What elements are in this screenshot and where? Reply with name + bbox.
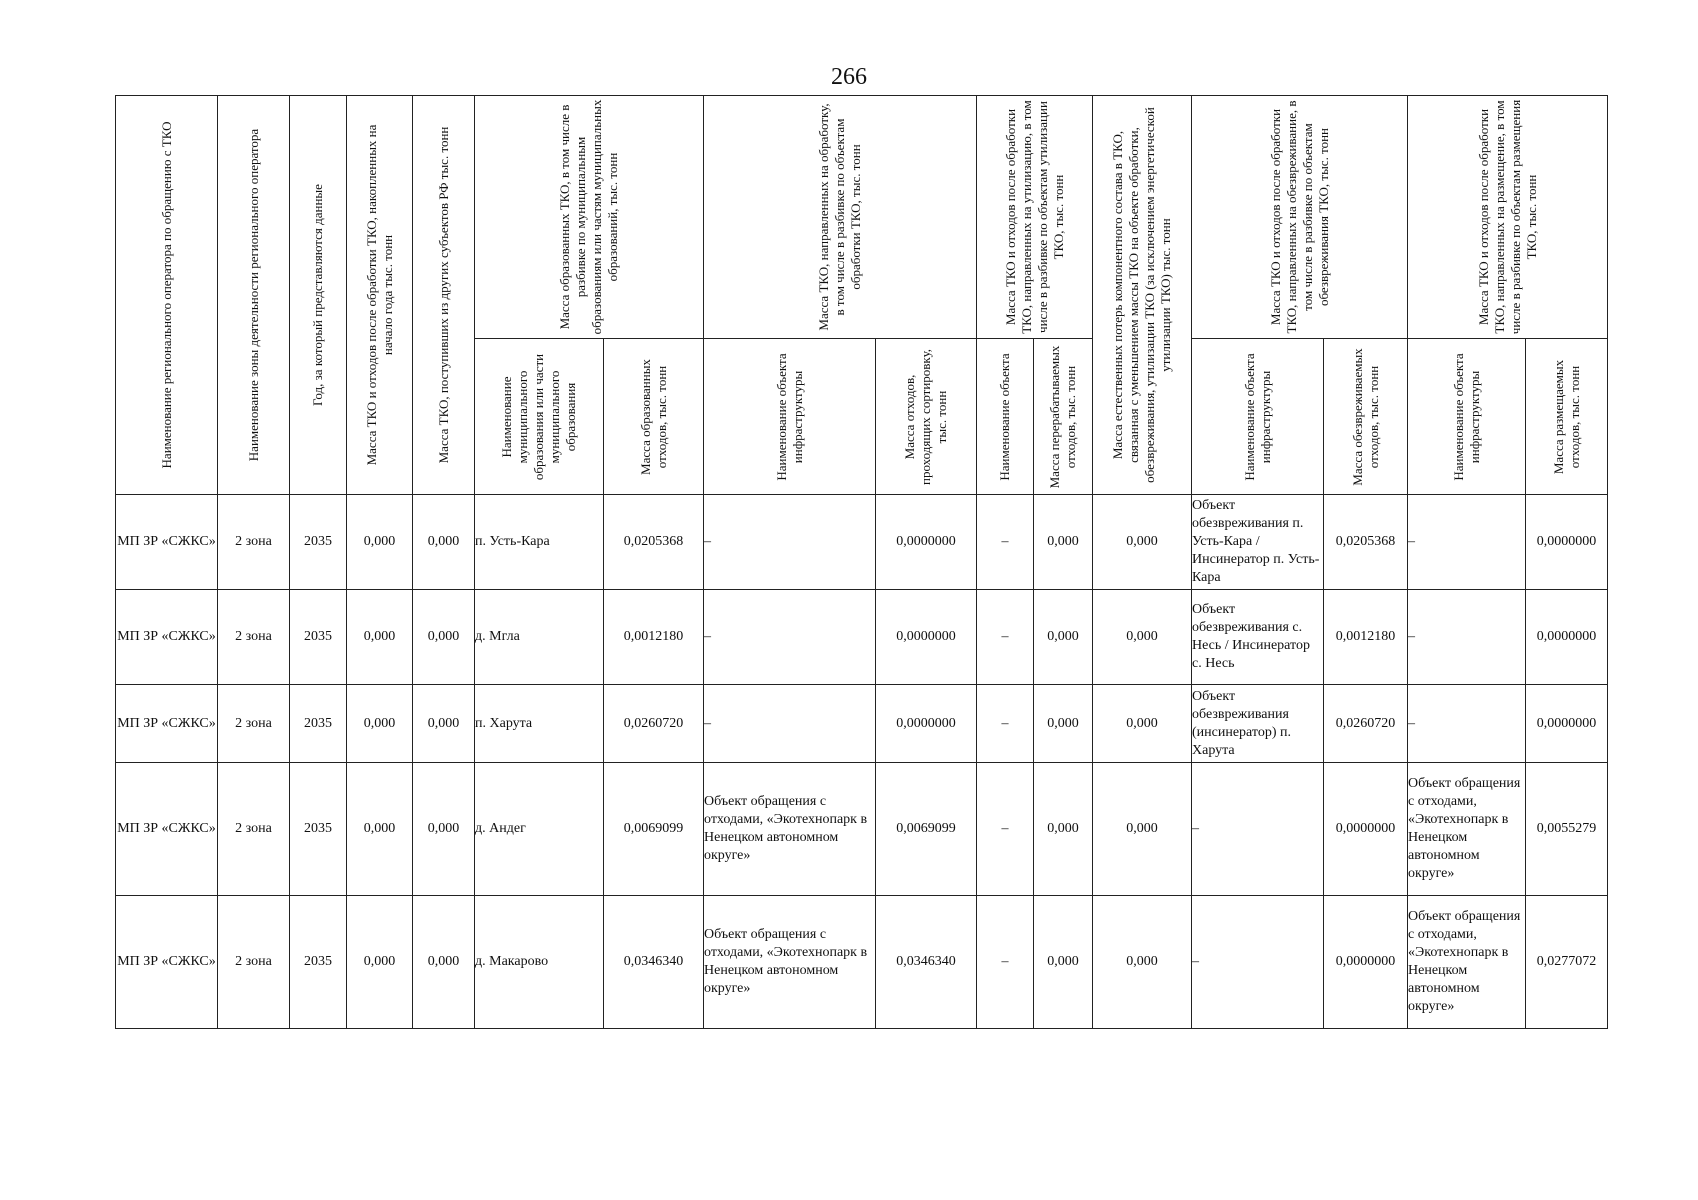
header-placement-name: Наименование объекта инфраструктуры: [1408, 339, 1526, 495]
natural-loss-cell: 0,000: [1093, 495, 1192, 590]
mass-start-cell: 0,000: [347, 495, 413, 590]
processing-mass-cell: 0,0000000: [876, 685, 977, 763]
placement-mass-cell: 0,0000000: [1526, 590, 1608, 685]
processing-mass-cell: 0,0346340: [876, 896, 977, 1029]
formed-mass-cell: 0,0346340: [604, 896, 704, 1029]
operator-cell: МП ЗР «СЖКС»: [116, 495, 218, 590]
header-formed-mass: Масса образованных отходов, тыс. тонн: [604, 339, 704, 495]
utilization-object-cell: –: [977, 763, 1034, 896]
page-number: 266: [831, 64, 867, 90]
header-mass-other: Масса ТКО, поступивших из других субъектов РФ тыс. тонн: [413, 96, 475, 495]
header-operator: Наименование регионального оператора по обращению с ТКО: [116, 96, 218, 495]
natural-loss-cell: 0,000: [1093, 896, 1192, 1029]
operator-cell: МП ЗР «СЖКС»: [116, 685, 218, 763]
placement-object-cell: –: [1408, 685, 1526, 763]
header-processing-group: Масса ТКО, направленных на обработку, в том числе в разбивке по объектам обработки ТКО, тыс. тонн: [704, 96, 977, 339]
processing-object-cell: –: [704, 685, 876, 763]
table-row: [116, 763, 1608, 896]
placement-mass-cell: 0,0000000: [1526, 495, 1608, 590]
processing-mass-cell: 0,0069099: [876, 763, 977, 896]
mass-start-cell: 0,000: [347, 896, 413, 1029]
processing-object-cell: –: [704, 590, 876, 685]
formed-mass-cell: 0,0012180: [604, 590, 704, 685]
municipality-cell: п. Усть-Кара: [475, 495, 604, 590]
placement-object-cell: Объект обращения с отходами, «Экотехнопарк в Ненецком автономном округе»: [1408, 763, 1526, 896]
placement-mass-cell: 0,0277072: [1526, 896, 1608, 1029]
header-processing-mass: Масса отходов, проходящих сортировку, тыс. тонн: [876, 339, 977, 495]
neutralization-object-cell: Объект обезвреживания (инсинератор) п. Харута: [1192, 685, 1324, 763]
placement-object-cell: Объект обращения с отходами, «Экотехнопарк в Ненецком автономном округе»: [1408, 896, 1526, 1029]
mass-other-cell: 0,000: [413, 495, 475, 590]
placement-object-cell: –: [1408, 590, 1526, 685]
year-cell: 2035: [290, 495, 347, 590]
zone-cell: 2 зона: [218, 590, 290, 685]
natural-loss-cell: 0,000: [1093, 763, 1192, 896]
header-formed-name: Наименование муниципального образования или части муниципального образования: [475, 339, 604, 495]
processing-mass-cell: 0,0000000: [876, 495, 977, 590]
mass-other-cell: 0,000: [413, 590, 475, 685]
header-row-top: [116, 96, 1608, 339]
neutralization-object-cell: –: [1192, 896, 1324, 1029]
header-mass-start: Масса ТКО и отходов после обработки ТКО, накопленных на начало года тыс. тонн: [347, 96, 413, 495]
utilization-object-cell: –: [977, 685, 1034, 763]
zone-cell: 2 зона: [218, 896, 290, 1029]
operator-cell: МП ЗР «СЖКС»: [116, 590, 218, 685]
table-row: [116, 896, 1608, 1029]
table-row: [116, 590, 1608, 685]
mass-start-cell: 0,000: [347, 590, 413, 685]
zone-cell: 2 зона: [218, 763, 290, 896]
utilization-object-cell: –: [977, 590, 1034, 685]
waste-data-table: [115, 95, 1608, 1029]
utilization-mass-cell: 0,000: [1034, 495, 1093, 590]
year-cell: 2035: [290, 590, 347, 685]
mass-other-cell: 0,000: [413, 763, 475, 896]
header-neutralization-mass: Масса обезвреживаемых отходов, тыс. тонн: [1324, 339, 1408, 495]
mass-start-cell: 0,000: [347, 763, 413, 896]
formed-mass-cell: 0,0260720: [604, 685, 704, 763]
formed-mass-cell: 0,0205368: [604, 495, 704, 590]
header-utilization-group: Масса ТКО и отходов после обработки ТКО, направленных на утилизацию, в том числе в разбивке по объектам утилизации ТКО, тыс. тонн: [977, 96, 1093, 339]
utilization-object-cell: –: [977, 495, 1034, 590]
formed-mass-cell: 0,0069099: [604, 763, 704, 896]
table-row: [116, 685, 1608, 763]
zone-cell: 2 зона: [218, 685, 290, 763]
natural-loss-cell: 0,000: [1093, 685, 1192, 763]
year-cell: 2035: [290, 763, 347, 896]
utilization-mass-cell: 0,000: [1034, 590, 1093, 685]
neutralization-mass-cell: 0,0260720: [1324, 685, 1408, 763]
municipality-cell: д. Мгла: [475, 590, 604, 685]
utilization-object-cell: –: [977, 896, 1034, 1029]
header-utilization-name: Наименование объекта: [977, 339, 1034, 495]
header-formed-group: Масса образованных ТКО, в том числе в разбивке по муниципальным образованиям или частям муниципальных образований, тыс. тонн: [475, 96, 704, 339]
year-cell: 2035: [290, 685, 347, 763]
neutralization-object-cell: –: [1192, 763, 1324, 896]
utilization-mass-cell: 0,000: [1034, 896, 1093, 1029]
natural-loss-cell: 0,000: [1093, 590, 1192, 685]
processing-object-cell: Объект обращения с отходами, «Экотехнопарк в Ненецком автономном округе»: [704, 763, 876, 896]
header-processing-name: Наименование объекта инфраструктуры: [704, 339, 876, 495]
header-neutralization-group: Масса ТКО и отходов после обработки ТКО, направленных на обезвреживание, в том числе в разбивке по объектам обезвреживания ТКО, тыс. тонн: [1192, 96, 1408, 339]
mass-other-cell: 0,000: [413, 685, 475, 763]
header-neutralization-name: Наименование объекта инфраструктуры: [1192, 339, 1324, 495]
utilization-mass-cell: 0,000: [1034, 763, 1093, 896]
neutralization-object-cell: Объект обезвреживания с. Несь / Инсинератор с. Несь: [1192, 590, 1324, 685]
operator-cell: МП ЗР «СЖКС»: [116, 896, 218, 1029]
municipality-cell: п. Харута: [475, 685, 604, 763]
header-natural-loss: Масса естественных потерь компонентного состава в ТКО, связанная с уменьшением массы ТКО на объекте обработки, обезвреживания, утилизации ТКО (за исключением энергетической утилизации ТКО) тыс. тонн: [1093, 96, 1192, 495]
mass-start-cell: 0,000: [347, 685, 413, 763]
municipality-cell: д. Андег: [475, 763, 604, 896]
mass-other-cell: 0,000: [413, 896, 475, 1029]
table-row: [116, 495, 1608, 590]
processing-object-cell: Объект обращения с отходами, «Экотехнопарк в Ненецком автономном округе»: [704, 896, 876, 1029]
zone-cell: 2 зона: [218, 495, 290, 590]
placement-object-cell: –: [1408, 495, 1526, 590]
municipality-cell: д. Макарово: [475, 896, 604, 1029]
utilization-mass-cell: 0,000: [1034, 685, 1093, 763]
operator-cell: МП ЗР «СЖКС»: [116, 763, 218, 896]
year-cell: 2035: [290, 896, 347, 1029]
neutralization-mass-cell: 0,0012180: [1324, 590, 1408, 685]
header-utilization-mass: Масса перерабатываемых отходов, тыс. тонн: [1034, 339, 1093, 495]
processing-object-cell: –: [704, 495, 876, 590]
header-year: Год, за который представляются данные: [290, 96, 347, 495]
neutralization-mass-cell: 0,0000000: [1324, 763, 1408, 896]
placement-mass-cell: 0,0055279: [1526, 763, 1608, 896]
header-zone: Наименование зоны деятельности регионального оператора: [218, 96, 290, 495]
header-placement-group: Масса ТКО и отходов после обработки ТКО, направленных на размещение, в том числе в разбивке по объектам размещения ТКО, тыс. тонн: [1408, 96, 1608, 339]
neutralization-mass-cell: 0,0000000: [1324, 896, 1408, 1029]
processing-mass-cell: 0,0000000: [876, 590, 977, 685]
neutralization-object-cell: Объект обезвреживания п. Усть-Кара / Инсинератор п. Усть-Кара: [1192, 495, 1324, 590]
placement-mass-cell: 0,0000000: [1526, 685, 1608, 763]
header-placement-mass: Масса размещаемых отходов, тыс. тонн: [1526, 339, 1608, 495]
neutralization-mass-cell: 0,0205368: [1324, 495, 1408, 590]
